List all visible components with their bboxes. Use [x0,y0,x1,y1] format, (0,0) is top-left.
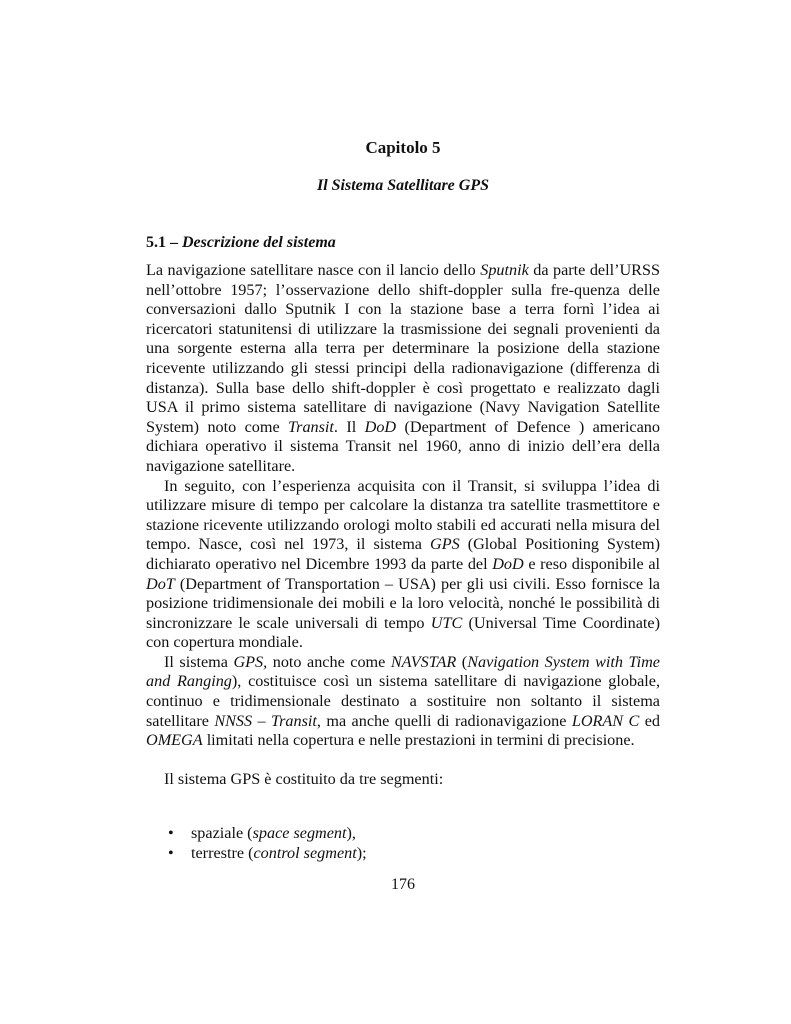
text-run: limitati nella copertura e nelle prestazioni in termini di precisione. [202,731,635,750]
section-title: Descrizione del sistema [182,234,336,251]
italic-text: NNSS – Transit [214,711,317,730]
text-run: Il sistema [164,652,234,671]
italic-text: LORAN C [571,711,640,730]
text-run: noto anche come [267,652,391,671]
italic-text: Navigation System with Time and Ranging [146,652,660,691]
text-run: e reso disponibile al [523,554,660,573]
text-run: In seguito, con l’esperienza acquisita con il Transit, si sviluppa l’idea di utilizzare misure di tempo per calcolare la distanza tra satellite trasmettitore e stazione ricevente utilizzando orologi molto stabili ed accurati nella misura del tempo. Nasce, così nel 1973, il sistema [146,476,660,554]
paragraph [146,653,660,751]
text-run: (Universal Time Coordinate) con copertura mondiale. [146,613,660,652]
section-heading [146,234,336,252]
section-number: 5.1 – [146,234,178,251]
text-run: ), [346,824,356,842]
bullet-icon: • [168,824,174,842]
bullet-icon: • [168,844,174,862]
italic-text: DoT [146,574,175,593]
text-run: ); [356,844,367,862]
italic-text: OMEGA [146,731,203,750]
bullet-list [168,823,367,863]
text-run: da parte dell’URSS nell’ottobre 1957; l’osservazione dello shift-doppler sulla fre-quenza delle conversazioni dallo Sputnik I con la stazione base a terra fornì l’idea ai ricercatori statunitensi di utilizzare la trasmissione dei segnali provenienti da una sorgente esterna alla terra per determinare la posizione della stazione ricevente utilizzando gli stessi principi della radionavigazione (differenza di distanza). Sulla base dello shift-doppler è così progettato e realizzato dagli USA il primo sistema satellitare di navigazione (Navy Navigation Satellite System) noto come [146,261,660,436]
italic-text: GPS, [233,652,268,671]
text-run: Il sistema GPS è costituito da tre segmenti: [164,769,444,788]
text-run: , ma anche quelli di radionavigazione [316,711,572,730]
paragraph [146,770,660,790]
text-run: ), costituisce così un sistema satellitare di navigazione globale, continuo e tridimensionale destinato a sostituire non soltanto il sistema satellitare [146,672,660,730]
bullet-item [168,823,367,843]
bullet-item [168,843,367,863]
text-run: . Il [333,417,365,436]
italic-text: NAVSTAR [390,652,457,671]
text-run: (Department of Defence ) americano dichiara operativo il sistema Transit nel 1960, anno di inizio dell’era della navigazione satellitare. [146,417,660,475]
italic-text: Sputnik [480,261,529,279]
page-number: 176 [391,876,415,893]
text-run: ( [456,652,468,671]
paragraph [146,261,660,477]
chapter-subtitle: Il Sistema Satellitare GPS [316,177,489,194]
text-run: terrestre ( [191,844,254,862]
paragraph [146,477,660,653]
italic-text: DoD [492,554,524,573]
italic-text: control segment [253,844,357,862]
text-run: spaziale ( [191,824,253,842]
text-run: (Global Positioning System) dichiarato operativo nel Dicembre 1993 da parte del [146,535,660,573]
text-run: La navigazione satellitare nasce con il lancio dello [146,261,481,279]
body-text [146,261,660,789]
italic-text: GPS [430,535,460,554]
text-run: ed [639,711,660,730]
italic-text: space segment [252,824,347,842]
italic-text: UTC [430,613,463,632]
italic-text: Transit [288,417,334,436]
chapter-heading: Capitolo 5 [365,138,441,157]
italic-text: DoD [364,417,397,436]
text-run: (Department of Transportation – USA) per gli usi civili. Esso fornisce la posizione tridimensionale dei mobili e la loro velocità, nonché le possibilità di sincronizzare le scale universali di tempo [146,574,660,632]
